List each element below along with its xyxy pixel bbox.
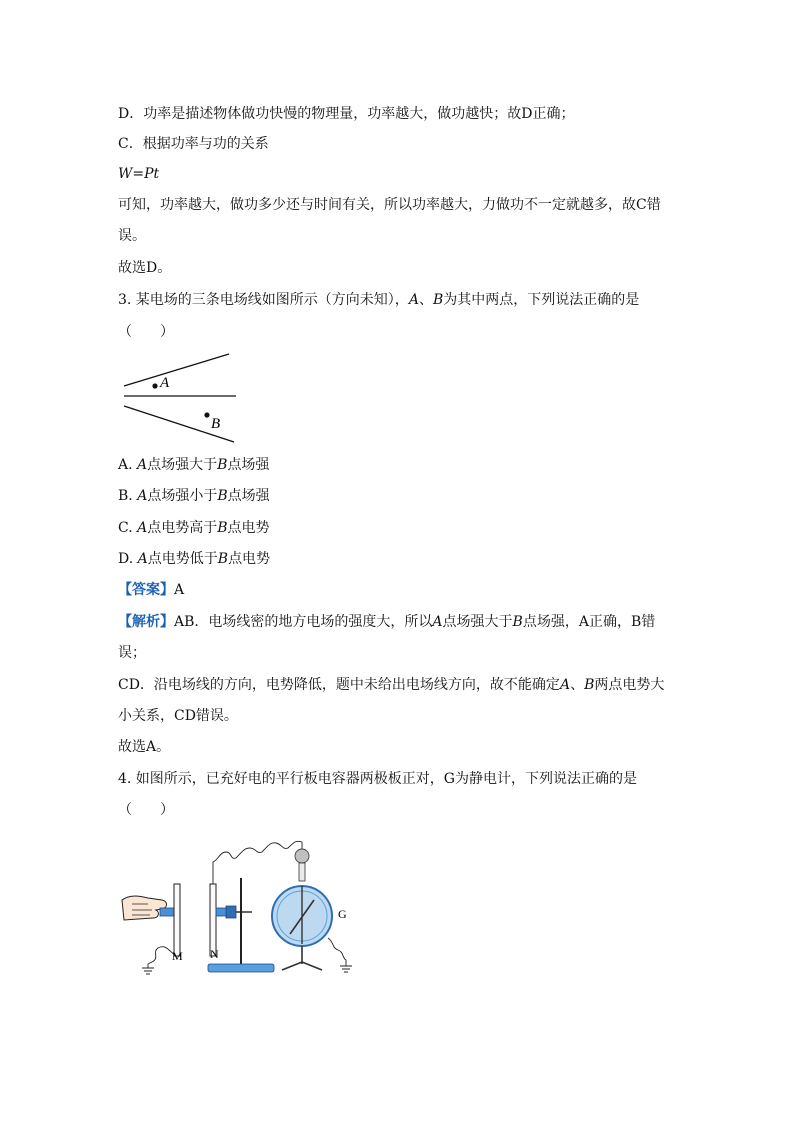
electroscope-rod	[299, 863, 305, 881]
q3-answer	[118, 580, 184, 600]
q3-point-a: A	[408, 292, 419, 308]
q3-sep: 、	[418, 292, 433, 308]
analysis-point: A	[432, 614, 443, 630]
analysis-text: 点场强，A正确，B错	[522, 614, 656, 630]
electric-field-figure	[118, 348, 243, 448]
question-4-stem: 4. 如图所示，已充好电的平行板电容器两极板正对，G为静电计，下列说法正确的是	[118, 771, 637, 787]
analysis-text: CD．沿电场线的方向，电势降低，题中未给出电场线方向，故不能确定	[118, 677, 560, 693]
option-prefix: C.	[118, 520, 138, 536]
option-text: 点电势高于	[147, 520, 218, 536]
question-3-stem	[118, 290, 639, 310]
option-d-explanation: D．功率是描述物体做功快慢的物理量，功率越大，做功越快；故D正确；	[118, 106, 575, 122]
question-3-paren: （ ）	[118, 324, 174, 340]
electroscope-knob	[295, 849, 309, 863]
option-prefix: D.	[118, 551, 138, 567]
analysis-point: B	[584, 677, 595, 693]
ground-wire-g	[328, 938, 346, 966]
point-b-label: B	[211, 416, 221, 432]
option-text: 点场强	[227, 488, 270, 504]
option-point: A	[137, 520, 148, 536]
option-text: 点场强小于	[147, 488, 218, 504]
clamp-block	[226, 906, 236, 918]
option-prefix: B.	[118, 488, 138, 504]
option-point: A	[137, 488, 148, 504]
explanation-line-1: 可知，功率越大，做功多少还与时间有关，所以功率越大，力做功不一定就越多，故C错	[118, 197, 661, 213]
capacitor-electroscope-figure	[118, 838, 358, 988]
q3-point-b: B	[432, 292, 444, 308]
option-point: B	[217, 520, 228, 536]
analysis-sep: 、	[570, 677, 585, 693]
q3-option-b	[118, 486, 270, 506]
option-point: A	[137, 551, 148, 567]
q3-stem-end: 为其中两点，下列说法正确的是	[443, 292, 640, 308]
q3-stem-part: 3. 某电场的三条电场线如图所示（方向未知），	[118, 292, 409, 308]
plate-n	[210, 884, 216, 956]
label-m: M	[172, 949, 183, 963]
q3-option-a	[118, 455, 269, 475]
analysis-point: A	[559, 677, 571, 693]
option-text: 点电势	[227, 520, 270, 536]
option-point: B	[217, 457, 228, 473]
formula-power-work: W=Pt	[118, 166, 160, 182]
stand-base	[208, 964, 274, 972]
option-text: 点电势	[228, 551, 271, 567]
analysis-text: AB．电场线密的地方电场的强度大，所以	[174, 614, 433, 630]
point-a-label: A	[160, 375, 170, 391]
analysis-point: B	[512, 614, 523, 630]
field-line-top	[124, 354, 229, 386]
option-text: 点场强	[227, 457, 270, 473]
q3-analysis-line-1	[118, 612, 655, 632]
q3-analysis-line-3	[118, 675, 664, 695]
option-c-explanation: C．根据功率与功的关系	[118, 136, 269, 152]
question-4-paren: （ ）	[118, 802, 174, 818]
point-a-dot	[152, 383, 157, 388]
q3-option-d	[118, 549, 270, 569]
option-text: 点电势低于	[147, 551, 218, 567]
option-point: B	[217, 488, 228, 504]
analysis-tag: 【解析】	[118, 614, 174, 630]
q3-analysis-line-2: 误；	[118, 645, 146, 661]
q3-option-c	[118, 518, 270, 538]
analysis-text: 点场强大于	[442, 614, 513, 630]
label-n: N	[210, 947, 219, 961]
answer-value: A	[174, 582, 185, 598]
option-text: 点场强大于	[147, 457, 218, 473]
choose-d: 故选D。	[118, 260, 172, 276]
answer-tag: 【答案】	[118, 582, 174, 598]
spring-wire	[213, 841, 302, 884]
q3-choose: 故选A。	[118, 739, 171, 755]
option-prefix: A.	[118, 457, 138, 473]
q3-analysis-line-4: 小关系，CD错误。	[118, 708, 238, 724]
plate-m	[174, 884, 180, 956]
option-point: B	[217, 551, 229, 567]
analysis-text: 两点电势大	[594, 677, 665, 693]
explanation-line-2: 误。	[118, 228, 146, 244]
option-point: A	[137, 457, 148, 473]
point-b-dot	[204, 412, 209, 417]
label-g: G	[338, 907, 347, 921]
